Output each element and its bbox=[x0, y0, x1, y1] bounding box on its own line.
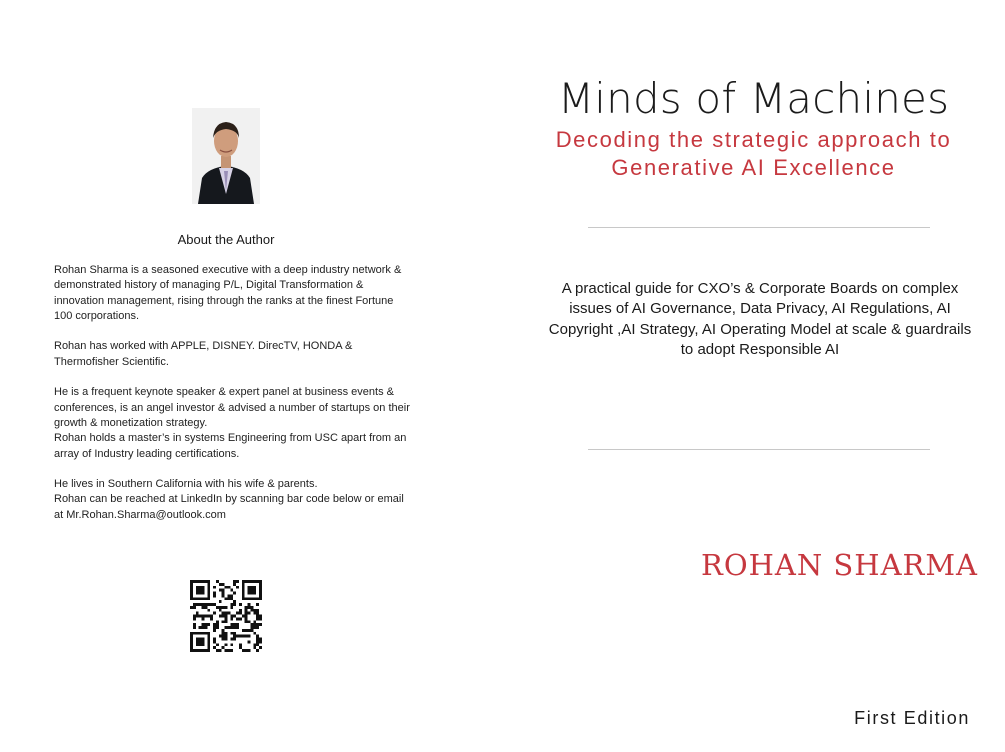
bio-paragraph: He lives in Southern California with his wife & parents. bbox=[54, 478, 318, 491]
divider bbox=[588, 227, 930, 228]
book-description: A practical guide for CXO’s & Corporate Boards on complex issues of AI Governance, Data Privacy, AI Regulations, AI Copyright ,AI Strategy, AI Operating Model at scale & guardrails to adopt Responsible AI bbox=[548, 280, 972, 358]
book-subtitle bbox=[502, 126, 1005, 182]
bio-paragraph: Rohan has worked with APPLE, DISNEY. DirecTV, HONDA & Thermofisher Scientific. bbox=[54, 340, 353, 368]
bio-paragraph: Rohan can be reached at LinkedIn by scanning bar code below or email at Mr.Rohan.Sharma@outlook.com bbox=[54, 493, 404, 521]
edition-label: First Edition bbox=[854, 708, 970, 728]
about-author-heading: About the Author bbox=[177, 232, 275, 247]
back-cover bbox=[0, 0, 502, 752]
bio-paragraph: Rohan holds a master’s in systems Engineering from USC apart from an array of Industry leading certifications. bbox=[54, 432, 407, 460]
book-title: Minds of Machines bbox=[557, 74, 950, 123]
bio-paragraph: Rohan Sharma is a seasoned executive with a deep industry network & demonstrated history of managing P/L, Digital Transformation & innovation management, rising through the ranks at the finest Fortune 100 corporations. bbox=[54, 264, 402, 322]
author-name: ROHAN SHARMA bbox=[700, 548, 978, 582]
bio-paragraph: He is a frequent keynote speaker & expert panel at business events & conferences, is an angel investor & advised a number of startups on their growth & monetization strategy. bbox=[54, 386, 410, 429]
author-bio bbox=[54, 263, 414, 538]
front-cover bbox=[502, 0, 1005, 752]
author-photo bbox=[192, 108, 260, 204]
divider bbox=[588, 449, 930, 450]
subtitle-line: Generative AI Excellence bbox=[611, 155, 896, 180]
subtitle-line: Decoding the strategic approach to bbox=[555, 127, 952, 152]
qr-code-icon[interactable] bbox=[190, 580, 262, 652]
